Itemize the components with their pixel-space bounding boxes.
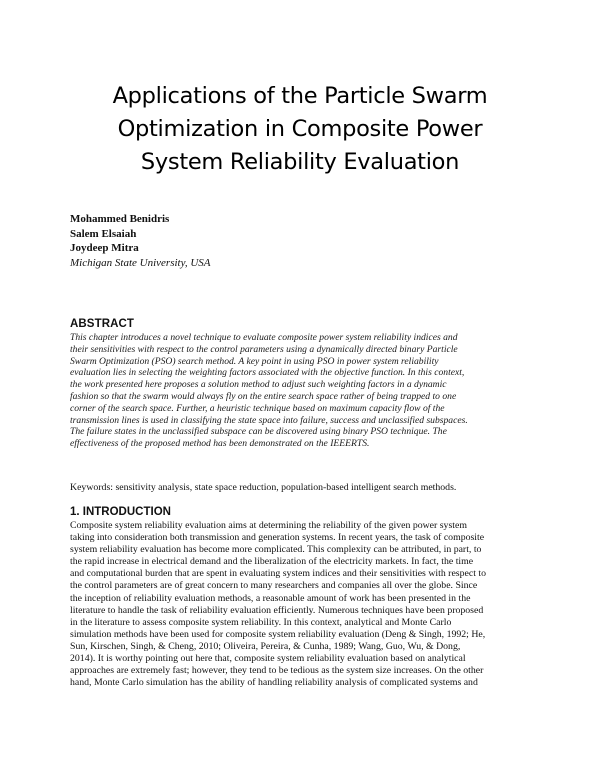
- abstract-line: fashion so that the swarm would always fly on the entire search space rather of being trapped to one: [70, 390, 457, 402]
- introduction-body: [70, 520, 536, 689]
- body-line: system reliability evaluation has become more complicated. This complexity can be attributed, in part, to: [70, 544, 482, 556]
- abstract-line: transmission lines is used in classifying the state space into failure, success and unclassified subspaces.: [70, 414, 468, 426]
- author-name: Salem Elsaiah: [70, 227, 137, 240]
- section-heading-introduction: 1. INTRODUCTION: [70, 506, 171, 518]
- author-name: Mohammed Benidris: [70, 213, 170, 225]
- body-line: the rapid increase in electrical demand and the liberalization of the electricity markets. In fact, the time: [70, 556, 474, 568]
- body-line: the control parameters are of great concern to many researchers and companies all over the globe. Since: [70, 580, 478, 592]
- body-line: 2014). It is worthy pointing out here that, composite system reliability evaluation based on analytical: [70, 653, 466, 665]
- body-line: in the literature to assess composite system reliability. In this context, analytical and Monte Carlo: [70, 616, 452, 628]
- title-line: Optimization in Composite Power: [117, 116, 483, 142]
- paper-title: [60, 80, 540, 179]
- body-line: hand, Monte Carlo simulation has the ability of handling reliability analysis of complicated systems and: [70, 677, 478, 689]
- abstract-body: [70, 332, 534, 450]
- author-block: [70, 212, 211, 270]
- body-line: and computational burden that are spent in evaluating system indices and their sensitivities with respect to: [70, 568, 486, 580]
- author-affiliation: Michigan State University, USA: [70, 256, 211, 269]
- abstract-line: the work presented here proposes a solution method to adjust such weighting factors in a dynamic: [70, 379, 447, 391]
- abstract-line: corner of the search space. Further, a heuristic technique based on maximum capacity flow of the: [70, 402, 445, 414]
- body-line: Sun, Kirschen, Singh, & Cheng, 2010; Oliveira, Pereira, & Cunha, 1989; Wang, Guo, Wu, & Dong,: [70, 640, 461, 652]
- abstract-line: their sensitivities with respect to the control parameters using a dynamically directed binary Particle: [70, 343, 458, 355]
- keywords-line: Keywords: sensitivity analysis, state space reduction, population-based intelligent search methods.: [70, 482, 457, 493]
- body-line: literature to handle the task of reliability evaluation efficiently. Numerous techniques have been proposed: [70, 604, 484, 616]
- abstract-line: evaluation lies in selecting the weighting factors associated with the objective function. In this context,: [70, 367, 465, 379]
- abstract-line: effectiveness of the proposed method has been demonstrated on the IEEERTS.: [70, 438, 370, 450]
- abstract-heading: ABSTRACT: [70, 318, 135, 330]
- body-line: approaches are extremely fast; however, they tend to be tedious as the system size increases. On the other: [70, 665, 484, 677]
- abstract-line: The failure states in the unclassified subspace can be discovered using binary PSO technique. The: [70, 426, 447, 438]
- abstract-line: Swarm Optimization (PSO) search method. A key point in using PSO in power system reliability: [70, 355, 439, 367]
- body-line: simulation methods have been used for composite system reliability evaluation (Deng & Singh, 1992; He,: [70, 628, 486, 640]
- body-line: Composite system reliability evaluation aims at determining the reliability of the given power system: [70, 520, 467, 531]
- abstract-line: This chapter introduces a novel technique to evaluate composite power system reliability indices and: [70, 332, 458, 343]
- title-line: System Reliability Evaluation: [140, 149, 460, 175]
- body-line: the inception of reliability evaluation methods, a reasonable amount of work has been presented in the: [70, 592, 471, 604]
- title-line: Applications of the Particle Swarm: [112, 83, 488, 109]
- author-name: Joydeep Mitra: [70, 242, 139, 254]
- body-line: taking into consideration both transmission and generation systems. In recent years, the task of composite: [70, 532, 485, 544]
